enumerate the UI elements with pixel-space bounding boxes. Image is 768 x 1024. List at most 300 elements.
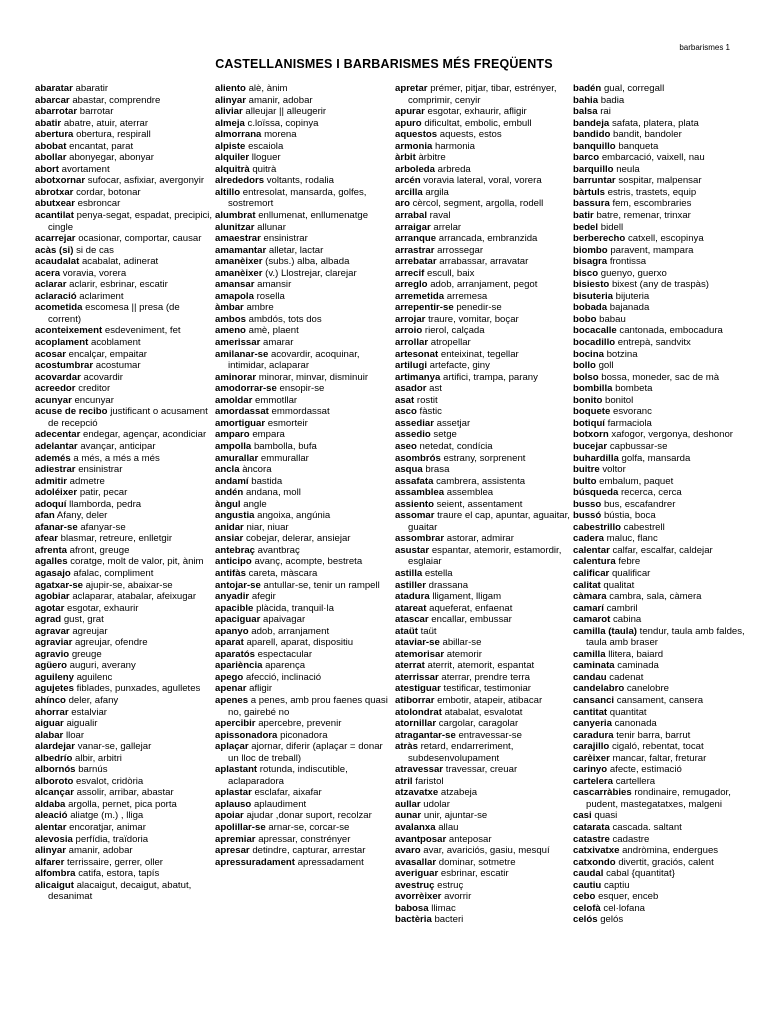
entry-term: acarrejar bbox=[35, 233, 76, 245]
entry-definition: careta, màscara bbox=[248, 567, 318, 579]
glossary-entry bbox=[35, 233, 213, 245]
glossary-entry bbox=[35, 372, 213, 384]
entry-term: acàs (si) bbox=[35, 244, 74, 256]
entry-term: aconteixement bbox=[35, 325, 103, 337]
entry-definition: emmurallar bbox=[260, 452, 309, 464]
entry-term: anticipo bbox=[215, 556, 252, 568]
glossary-entry bbox=[215, 83, 393, 95]
glossary-entry bbox=[215, 603, 393, 615]
entry-definition: cansament, cansera bbox=[616, 694, 704, 706]
entry-term: bocina bbox=[573, 348, 604, 360]
glossary-entry bbox=[215, 741, 393, 764]
glossary-entry bbox=[215, 279, 393, 291]
entry-definition: sospitar, malpensar bbox=[618, 175, 702, 187]
entry-definition: ajornar, diferir (aplaçar = donar un lloc de treball) bbox=[228, 741, 383, 764]
entry-term: bisuteria bbox=[573, 290, 613, 302]
glossary-entry bbox=[35, 683, 213, 695]
entry-definition: patir, pecar bbox=[79, 487, 128, 499]
entry-term: apenar bbox=[215, 683, 247, 695]
glossary-entry bbox=[573, 903, 751, 915]
glossary-entry bbox=[573, 499, 751, 511]
glossary-entry bbox=[573, 325, 751, 337]
glossary-entry bbox=[35, 857, 213, 869]
entry-term: botiquí bbox=[573, 417, 605, 429]
entry-term: cansanci bbox=[573, 694, 615, 706]
entry-definition: abatre, atuir, aterrar bbox=[63, 117, 149, 129]
entry-definition: aterrit, atemorit, espantat bbox=[427, 660, 535, 672]
entry-term: ampolla bbox=[215, 440, 252, 452]
entry-definition: arremesa bbox=[446, 290, 488, 302]
glossary-entry bbox=[395, 845, 573, 857]
entry-term: apoiar bbox=[215, 810, 244, 822]
entry-term: ahorrar bbox=[35, 706, 69, 718]
glossary-entry bbox=[35, 349, 213, 361]
entry-term: bandido bbox=[573, 129, 611, 141]
entry-definition: amansir bbox=[257, 279, 292, 291]
entry-definition: alleujar || alleugerir bbox=[245, 106, 327, 118]
entry-definition: drassana bbox=[428, 579, 469, 591]
entry-term: bisiesto bbox=[573, 279, 610, 291]
glossary-entry bbox=[395, 799, 573, 811]
entry-term: atzavatxe bbox=[395, 787, 439, 799]
glossary-entry bbox=[573, 429, 751, 441]
entry-definition: encunyar bbox=[74, 394, 114, 406]
entry-definition: cambra, sala, càmera bbox=[609, 591, 702, 603]
glossary-entry bbox=[395, 198, 573, 210]
glossary-entry bbox=[35, 580, 213, 592]
glossary-entry bbox=[395, 464, 573, 476]
entry-term: arrebatar bbox=[395, 256, 437, 268]
entry-definition: penedir-se bbox=[456, 302, 502, 314]
glossary-entry bbox=[215, 418, 393, 430]
glossary-entry bbox=[215, 683, 393, 695]
entry-definition: arrossegar bbox=[437, 244, 484, 256]
entry-term: amurallar bbox=[215, 452, 259, 464]
entry-definition: blasmar, retreure, enlletgir bbox=[60, 533, 173, 545]
entry-term: caudal bbox=[573, 868, 604, 880]
entry-definition: cabal {quantitat} bbox=[606, 868, 675, 880]
glossary-entry bbox=[573, 418, 751, 430]
glossary-entry bbox=[35, 533, 213, 545]
entry-term: atràs bbox=[395, 741, 418, 753]
glossary-entry bbox=[395, 868, 573, 880]
entry-definition: amanir, adobar bbox=[248, 94, 313, 106]
glossary-entry bbox=[215, 834, 393, 846]
entry-term: albornós bbox=[35, 764, 76, 776]
column-4 bbox=[573, 83, 751, 926]
entry-definition: quantitat bbox=[609, 706, 647, 718]
entry-term: aldaba bbox=[35, 798, 66, 810]
entry-definition: terrissaire, gerrer, oller bbox=[67, 856, 163, 868]
entry-term: assafata bbox=[395, 475, 434, 487]
entry-definition: atzabeja bbox=[440, 787, 478, 799]
entry-term: acantilat bbox=[35, 210, 74, 222]
entry-term: canyeria bbox=[573, 718, 612, 730]
glossary-entry bbox=[573, 83, 751, 95]
entry-definition: bústia, boca bbox=[603, 510, 656, 522]
entry-term: atascar bbox=[395, 614, 429, 626]
entry-definition: xafogor, vergonya, deshonor bbox=[611, 429, 733, 441]
glossary-entry bbox=[395, 776, 573, 788]
glossary-entry bbox=[395, 118, 573, 130]
glossary-entry bbox=[395, 383, 573, 395]
entry-definition: deler, afany bbox=[68, 694, 119, 706]
glossary-entry bbox=[573, 810, 751, 822]
glossary-entry bbox=[215, 464, 393, 476]
entry-term: acosar bbox=[35, 348, 66, 360]
entry-term: atestiguar bbox=[395, 683, 441, 695]
glossary-entry bbox=[215, 591, 393, 603]
entry-definition: raval bbox=[429, 210, 451, 222]
entry-definition: lloar bbox=[65, 729, 85, 741]
glossary-entry bbox=[215, 349, 393, 372]
glossary-entry bbox=[35, 395, 213, 407]
entry-term: abarcar bbox=[35, 94, 70, 106]
entry-definition: afront, greuge bbox=[69, 544, 130, 556]
glossary-entry bbox=[215, 314, 393, 326]
entry-term: avaro bbox=[395, 845, 421, 857]
entry-term: apissonadora bbox=[215, 729, 278, 741]
entry-definition: seient, assentament bbox=[436, 498, 523, 510]
glossary-entry bbox=[573, 556, 751, 568]
entry-definition: rai bbox=[600, 106, 611, 118]
glossary-entry bbox=[395, 141, 573, 153]
entry-term: bisco bbox=[573, 267, 599, 279]
entry-term: arrojar bbox=[395, 313, 426, 325]
entry-definition: fem, escombraries bbox=[612, 198, 692, 210]
entry-term: càmara bbox=[573, 591, 607, 603]
glossary-entry bbox=[35, 753, 213, 765]
entry-term: apanyo bbox=[215, 625, 249, 637]
entry-term: ansiar bbox=[215, 533, 244, 545]
entry-term: atareat bbox=[395, 602, 427, 614]
glossary-entry bbox=[573, 464, 751, 476]
entry-term: apenes bbox=[215, 694, 249, 706]
entry-term: boquete bbox=[573, 406, 611, 418]
entry-definition: cambrera, assistenta bbox=[436, 475, 526, 487]
entry-term: atadura bbox=[395, 591, 430, 603]
glossary-entry bbox=[573, 291, 751, 303]
glossary-entry bbox=[573, 245, 751, 257]
glossary-entry bbox=[215, 730, 393, 742]
entry-term: apariència bbox=[215, 660, 263, 672]
entry-definition: esclafar, aixafar bbox=[254, 787, 322, 799]
entry-definition: acoblament bbox=[91, 337, 141, 349]
entry-term: alquitrà bbox=[215, 163, 250, 175]
entry-definition: frontissa bbox=[609, 256, 647, 268]
entry-term: bàrtuls bbox=[573, 186, 605, 198]
entry-definition: bambolla, bufa bbox=[253, 440, 317, 452]
entry-definition: avorrir bbox=[444, 891, 472, 903]
entry-term: amoldar bbox=[215, 394, 253, 406]
entry-definition: ambdós, tots dos bbox=[248, 313, 322, 325]
entry-definition: enllumenat, enllumenatge bbox=[258, 210, 369, 222]
entry-definition: fiblades, punxades, agulletes bbox=[76, 683, 201, 695]
entry-definition: àrbitre bbox=[418, 152, 446, 164]
glossary-entry bbox=[215, 764, 393, 787]
entry-definition: afalac, compliment bbox=[73, 567, 154, 579]
entry-definition: artifici, trampa, parany bbox=[443, 371, 538, 383]
entry-term: admitir bbox=[35, 475, 67, 487]
glossary-entry bbox=[215, 637, 393, 649]
entry-term: berberecho bbox=[573, 233, 626, 245]
entry-definition: c.loïssa, copinya bbox=[247, 117, 319, 129]
entry-term: àrbit bbox=[395, 152, 416, 164]
glossary-entry bbox=[215, 106, 393, 118]
entry-definition: embarcació, vaixell, nau bbox=[601, 152, 705, 164]
entry-term: calitat bbox=[573, 579, 601, 591]
page-label: barbarismes 1 bbox=[679, 43, 730, 52]
entry-term: ademés bbox=[35, 452, 71, 464]
entry-term: alpiste bbox=[215, 140, 246, 152]
glossary-entry bbox=[35, 256, 213, 268]
entry-term: aterrissar bbox=[395, 671, 439, 683]
glossary-entry bbox=[573, 256, 751, 268]
entry-definition: traure, vomitar, boçar bbox=[428, 313, 519, 325]
entry-term: assamblea bbox=[395, 487, 445, 499]
column-3 bbox=[395, 83, 573, 926]
glossary-entry bbox=[215, 164, 393, 176]
glossary-entry bbox=[395, 603, 573, 615]
glossary-entry bbox=[573, 730, 751, 742]
entry-definition: rosella bbox=[256, 290, 285, 302]
entry-definition: enteixinat, tegellar bbox=[440, 348, 519, 360]
glossary-entry bbox=[395, 453, 573, 465]
entry-term: camarot bbox=[573, 614, 611, 626]
entry-definition: batre, remenar, trinxar bbox=[596, 210, 691, 222]
entry-definition: estella bbox=[424, 567, 453, 579]
entry-definition: esbroncar bbox=[77, 198, 121, 210]
entry-definition: cabina bbox=[613, 614, 642, 626]
entry-definition: espectacular bbox=[257, 648, 313, 660]
entry-term: catxivatxe bbox=[573, 845, 620, 857]
glossary-entry bbox=[215, 325, 393, 337]
glossary-entry bbox=[35, 845, 213, 857]
glossary-entry bbox=[395, 349, 573, 361]
glossary-entry bbox=[35, 522, 213, 534]
glossary-entry bbox=[395, 730, 573, 742]
entry-term: abotxornar bbox=[35, 175, 86, 187]
entry-term: alfarer bbox=[35, 856, 65, 868]
entry-definition: gust, grat bbox=[63, 614, 104, 626]
glossary-entry bbox=[215, 522, 393, 534]
entry-definition: empara bbox=[252, 429, 285, 441]
glossary-entry bbox=[35, 152, 213, 164]
entry-definition: aqueferat, enfaenat bbox=[429, 602, 513, 614]
glossary-entry bbox=[573, 129, 751, 141]
glossary-entry bbox=[35, 360, 213, 372]
glossary-entry bbox=[395, 372, 573, 384]
entry-term: acuse de recibo bbox=[35, 406, 108, 418]
entry-term: ameno bbox=[215, 325, 246, 337]
glossary-entry bbox=[35, 776, 213, 788]
entry-definition: esvoranc bbox=[612, 406, 652, 418]
entry-term: andamí bbox=[215, 475, 249, 487]
glossary-entry bbox=[215, 175, 393, 187]
glossary-entry bbox=[573, 487, 751, 499]
entry-definition: golfa, mansarda bbox=[621, 452, 691, 464]
entry-definition: (v.) Llostrejar, clarejar bbox=[265, 267, 357, 279]
entry-term: abrotxar bbox=[35, 186, 74, 198]
glossary-entry bbox=[395, 291, 573, 303]
entry-term: agrad bbox=[35, 614, 62, 626]
entry-term: apercibir bbox=[215, 718, 256, 730]
entry-term: cebo bbox=[573, 891, 596, 903]
glossary-entry bbox=[35, 510, 213, 522]
entry-definition: botzina bbox=[606, 348, 638, 360]
entry-term: alardejar bbox=[35, 741, 76, 753]
entry-term: acometida bbox=[35, 302, 83, 314]
glossary-entry bbox=[35, 476, 213, 488]
glossary-entry bbox=[35, 141, 213, 153]
glossary-entry bbox=[35, 106, 213, 118]
entry-term: abutxear bbox=[35, 198, 75, 210]
entry-term: aseo bbox=[395, 440, 417, 452]
glossary-entry bbox=[395, 591, 573, 603]
glossary-entry bbox=[573, 441, 751, 453]
entry-definition: cascada. saltant bbox=[612, 822, 682, 833]
glossary-entry bbox=[215, 210, 393, 222]
entry-term: aliviar bbox=[215, 106, 243, 118]
glossary-entry bbox=[395, 476, 573, 488]
glossary-entry bbox=[573, 626, 751, 649]
entry-definition: aclariment bbox=[79, 290, 124, 302]
entry-term: arrepentir-se bbox=[395, 302, 454, 314]
glossary-entry bbox=[395, 406, 573, 418]
entry-term: aplastar bbox=[215, 787, 252, 799]
entry-term: bollo bbox=[573, 360, 596, 372]
glossary-entry bbox=[573, 649, 751, 661]
entry-term: arrecif bbox=[395, 267, 425, 279]
entry-definition: avançar, anticipar bbox=[80, 440, 156, 452]
entry-definition: cambril bbox=[606, 602, 638, 614]
entry-definition: argolla, pernet, pica porta bbox=[68, 798, 177, 810]
entry-definition: creditor bbox=[78, 383, 111, 395]
entry-definition: fàstic bbox=[419, 406, 442, 418]
entry-definition: testificar, testimoniar bbox=[443, 683, 531, 695]
entry-term: alinyar bbox=[35, 845, 66, 857]
entry-term: ahínco bbox=[35, 694, 66, 706]
entry-definition: faristol bbox=[415, 775, 444, 787]
entry-definition: detindre, capturar, arrestar bbox=[252, 845, 366, 857]
entry-definition: esquer, enceb bbox=[598, 891, 659, 903]
glossary-entry bbox=[215, 406, 393, 418]
glossary-entry bbox=[215, 626, 393, 638]
glossary-entry bbox=[573, 660, 751, 672]
glossary-entry bbox=[395, 707, 573, 719]
glossary-entry bbox=[573, 95, 751, 107]
entry-term: alrededors bbox=[215, 175, 265, 187]
entry-term: anyadir bbox=[215, 591, 250, 603]
glossary-entry bbox=[395, 487, 573, 499]
entry-definition: avortament bbox=[61, 163, 110, 175]
glossary-entry bbox=[35, 441, 213, 453]
glossary-entry bbox=[215, 660, 393, 672]
glossary-entry bbox=[573, 845, 751, 857]
glossary-entry bbox=[215, 129, 393, 141]
entry-definition: agreujar, ofendre bbox=[75, 637, 148, 649]
glossary-entry bbox=[573, 603, 751, 615]
entry-definition: farmaciola bbox=[607, 417, 652, 429]
entry-definition: auguri, averany bbox=[69, 660, 136, 672]
entry-definition: bonitol bbox=[604, 394, 634, 406]
glossary-entry bbox=[215, 187, 393, 210]
entry-term: arroio bbox=[395, 325, 423, 337]
entry-term: badén bbox=[573, 83, 602, 94]
entry-definition: plàcida, tranquil·la bbox=[256, 602, 334, 614]
entry-definition: qualificar bbox=[611, 567, 651, 579]
entry-term: ataviar-se bbox=[395, 637, 440, 649]
entry-term: aliento bbox=[215, 83, 246, 94]
entry-term: aparatós bbox=[215, 648, 255, 660]
glossary-entry bbox=[215, 268, 393, 280]
entry-term: amerissar bbox=[215, 337, 261, 349]
entry-definition: encoratjar, animar bbox=[69, 822, 146, 833]
glossary-entry bbox=[215, 614, 393, 626]
entry-term: assedio bbox=[395, 429, 431, 441]
glossary-entry bbox=[215, 695, 393, 718]
glossary-entry bbox=[573, 522, 751, 534]
glossary-entry bbox=[395, 360, 573, 372]
entry-term: agasajo bbox=[35, 567, 71, 579]
glossary-entry bbox=[573, 372, 751, 384]
entry-definition: netedat, condícia bbox=[419, 440, 493, 452]
entry-term: cascarràbies bbox=[573, 787, 632, 799]
entry-definition: argila bbox=[425, 186, 449, 198]
entry-definition: apercebre, prevenir bbox=[258, 718, 342, 730]
entry-term: avestruç bbox=[395, 879, 435, 891]
entry-term: amanèixer bbox=[215, 267, 263, 279]
entry-definition: divertit, graciós, calent bbox=[618, 856, 714, 868]
entry-definition: brasa bbox=[425, 464, 450, 476]
glossary-entry bbox=[573, 545, 751, 557]
entry-term: amanèixer bbox=[215, 256, 263, 268]
entry-definition: gual, corregall bbox=[603, 83, 665, 94]
glossary-entry bbox=[35, 810, 213, 822]
entry-term: atril bbox=[395, 775, 413, 787]
entry-term: assombrar bbox=[395, 533, 445, 545]
glossary-entry bbox=[395, 429, 573, 441]
entry-term: abort bbox=[35, 163, 59, 175]
glossary-entry bbox=[395, 903, 573, 915]
entry-term: armonia bbox=[395, 140, 433, 152]
entry-term: alinyar bbox=[215, 94, 246, 106]
glossary-entry bbox=[215, 649, 393, 661]
entry-definition: banqueta bbox=[618, 140, 659, 152]
entry-definition: bajanada bbox=[609, 302, 650, 314]
entry-term: àmbar bbox=[215, 302, 244, 314]
entry-term: arrastrar bbox=[395, 244, 435, 256]
entry-term: aiguar bbox=[35, 718, 64, 730]
entry-definition: tendur, taula amb faldes, taula amb braser bbox=[586, 625, 745, 649]
entry-definition: cordar, botonar bbox=[76, 186, 141, 198]
glossary-entry bbox=[215, 441, 393, 453]
glossary-entry bbox=[395, 880, 573, 892]
glossary-entry bbox=[573, 868, 751, 880]
entry-term: alicaigut bbox=[35, 879, 74, 891]
entry-term: aullar bbox=[395, 798, 421, 810]
glossary-entry bbox=[395, 314, 573, 326]
glossary-entry bbox=[35, 453, 213, 465]
glossary-entry bbox=[35, 245, 213, 257]
column-1 bbox=[35, 83, 213, 903]
glossary-entry bbox=[35, 429, 213, 441]
entry-definition: apaivagar bbox=[263, 614, 306, 626]
entry-definition: atemorir bbox=[446, 648, 482, 660]
glossary-entry bbox=[395, 152, 573, 164]
entry-definition: aliatge (m.) , lliga bbox=[70, 810, 144, 822]
page-title: CASTELLANISMES I BARBARISMES MÉS FREQÜENTS bbox=[215, 57, 553, 71]
